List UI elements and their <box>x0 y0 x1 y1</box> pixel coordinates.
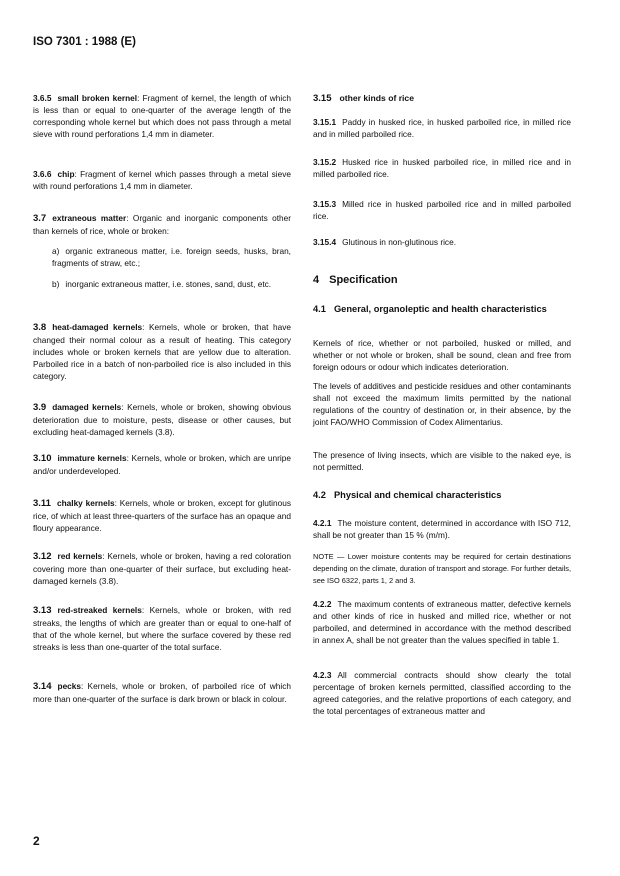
clause-number: 3.13 <box>33 605 52 616</box>
clause-text: : Kernels, whole or broken, except for glutinous rice, of which at least three-quarters of the surface has an opaque and floury appearance. <box>33 498 291 533</box>
list-marker: b) <box>52 279 60 289</box>
clause-term: red-streaked kernels <box>57 605 142 615</box>
clause-term: damaged kernels <box>52 402 122 412</box>
clause-term: immature kernels <box>57 453 127 463</box>
document-header: ISO 7301 : 1988 (E) <box>33 36 136 48</box>
clause-number: 3.15 <box>313 93 332 104</box>
clause-text: The maximum contents of extraneous matter, defective kernels and other kinds of rice in husked and milled rice, whether or not parboiled, and determined in accordance with the method described in annex A, shall be not greater than the values specified in table 1. <box>313 599 571 645</box>
clause-term: small broken kernel <box>57 93 138 103</box>
clause-3-15-3 <box>313 198 571 222</box>
clause-4-2-heading <box>313 489 571 501</box>
list-item-a <box>52 245 291 269</box>
clause-text: : Kernels, whole or broken, showing obvious deterioration due to moisture, pests, disease or other causes, but excluding heat-damaged kernels (3.8). <box>33 402 291 437</box>
clause-number: 3.12 <box>33 551 52 562</box>
paragraph: The levels of additives and pesticide residues and other contaminants shall not exceed the maximum limits permitted by the national regulations of the country of destination or, in their absence, by the joint FAO/WHO Commission of Codex Alimentarius. <box>313 381 571 427</box>
clause-title: Physical and chemical characteristics <box>333 490 502 500</box>
section-title: Specification <box>329 274 398 286</box>
list-text: inorganic extraneous matter, i.e. stones, sand, dust, etc. <box>65 279 272 289</box>
page-number: 2 <box>33 834 40 848</box>
clause-term: chip <box>57 169 75 179</box>
section-4-heading <box>313 274 398 286</box>
clause-3-10 <box>33 452 291 477</box>
clause-4-1-heading <box>313 303 571 315</box>
clause-text: The moisture content, determined in accordance with ISO 712, shall be not greater than 15 % (m/m). <box>313 518 571 540</box>
clause-text: : Fragment of kernel which passes through a metal sieve with round perforations 1,4 mm in diameter. <box>33 169 291 191</box>
clause-3-15-2 <box>313 156 571 180</box>
clause-3-15-4 <box>313 236 571 248</box>
clause-number: 3.15.1 <box>313 117 337 127</box>
clause-term: red kernels <box>57 551 103 561</box>
clause-number: 3.7 <box>33 213 47 224</box>
clause-number: 3.8 <box>33 322 47 333</box>
list-marker: a) <box>52 246 60 256</box>
clause-number: 4.2.2 <box>313 599 332 609</box>
clause-text: Paddy in husked rice, in husked parboiled rice, in milled rice and in milled parboiled rice. <box>313 117 571 139</box>
clause-number: 3.15.3 <box>313 199 337 209</box>
clause-number: 4.2.1 <box>313 518 332 528</box>
list-item-b <box>52 278 291 290</box>
section-number: 4 <box>313 274 320 286</box>
note: NOTE — Lower moisture contents may be required for certain destinations depending on the climate, duration of transport and storage. For further details, see ISO 6322, parts 1, 2 and 3. <box>313 552 572 585</box>
clause-number: 4.1 <box>313 304 326 314</box>
clause-number: 3.6.5 <box>33 93 52 103</box>
paragraph: The presence of living insects, which are visible to the naked eye, is not permitted. <box>313 450 571 472</box>
clause-text: : Kernels, whole or broken, having a red coloration covering more than one-quarter of their surface, but excluding heat-damaged kernels (3.8). <box>33 551 291 586</box>
clause-text: : Kernels, whole or broken, that have changed their normal colour as a result of heating. This category includes whole or broken kernels that are yellow due to alteration. Parboiled rice in a batch of non-parboiled rice is also included in this category. <box>33 322 291 381</box>
clause-text: : Kernels, whole or broken, which are unripe and/or underdeveloped. <box>33 453 291 476</box>
clause-3-11 <box>33 497 291 534</box>
clause-number: 3.9 <box>33 402 47 413</box>
paragraph: Kernels of rice, whether or not parboiled, husked or milled, and whether or not whole or broken, shall be sound, clean and free from foreign odours or odour which indicates deterioration. <box>313 338 571 372</box>
clause-4-2-2 <box>313 598 571 646</box>
clause-title: other kinds of rice <box>339 93 414 103</box>
clause-number: 3.10 <box>33 453 52 464</box>
clause-text: : Fragment of kernel, the length of which is less than or equal to one-quarter of the average length of the corresponding whole kernel but which does not pass through a metal sieve with round perforations 1,4 mm in diameter. <box>33 93 292 139</box>
clause-number: 3.14 <box>33 681 52 692</box>
clause-number: 4.2.3 <box>313 670 332 680</box>
clause-text: : Kernels, whole or broken, with red streaks, the lengths of which are greater than or equal to one-half of that of the whole kernel, but where the surface covered by these red streaks is less than one-quarter of the total surface. <box>33 605 291 652</box>
clause-number: 4.2 <box>313 490 326 500</box>
clause-text: Husked rice in husked parboiled rice, in milled rice and in milled parboiled rice. <box>313 157 571 179</box>
clause-4-2-3 <box>313 669 571 717</box>
clause-term: extraneous matter <box>52 213 127 223</box>
clause-number: 3.15.2 <box>313 157 337 167</box>
clause-term: heat-damaged kernels <box>52 322 143 332</box>
clause-number: 3.11 <box>33 498 51 509</box>
clause-3-9 <box>33 401 291 438</box>
clause-3-12 <box>33 550 291 587</box>
clause-3-7 <box>33 212 291 237</box>
clause-3-14 <box>33 680 291 705</box>
clause-text: : Kernels, whole or broken, of parboiled rice of which more than one-quarter of the surface is dark brown or black in colour. <box>33 681 291 704</box>
clause-title: General, organoleptic and health characteristics <box>333 304 547 314</box>
clause-3-13 <box>33 604 291 653</box>
clause-text: Milled rice in husked parboiled rice and in milled parboiled rice. <box>313 199 571 221</box>
clause-3-6-6 <box>33 168 291 192</box>
clause-3-15-heading <box>313 92 571 105</box>
clause-number: 3.15.4 <box>313 237 337 247</box>
clause-4-2-1 <box>313 517 571 541</box>
clause-3-6-5 <box>33 92 291 140</box>
list-text: organic extraneous matter, i.e. foreign seeds, husks, bran, fragments of straw, etc.; <box>52 246 291 268</box>
clause-3-8 <box>33 321 291 382</box>
clause-text: Glutinous in non-glutinous rice. <box>342 237 456 247</box>
clause-number: 3.6.6 <box>33 169 52 179</box>
clause-text: All commercial contracts should show clearly the total percentage of broken kernels permitted, classified according to the agreed categories, and the relative proportions of each category, and the total percentages of extraneous matter and <box>313 670 571 716</box>
clause-text: : Organic and inorganic components other than kernels of rice, whole or broken: <box>33 213 291 236</box>
clause-term: chalky kernels <box>56 498 115 508</box>
clause-3-15-1 <box>313 116 571 140</box>
clause-term: pecks <box>57 681 82 691</box>
